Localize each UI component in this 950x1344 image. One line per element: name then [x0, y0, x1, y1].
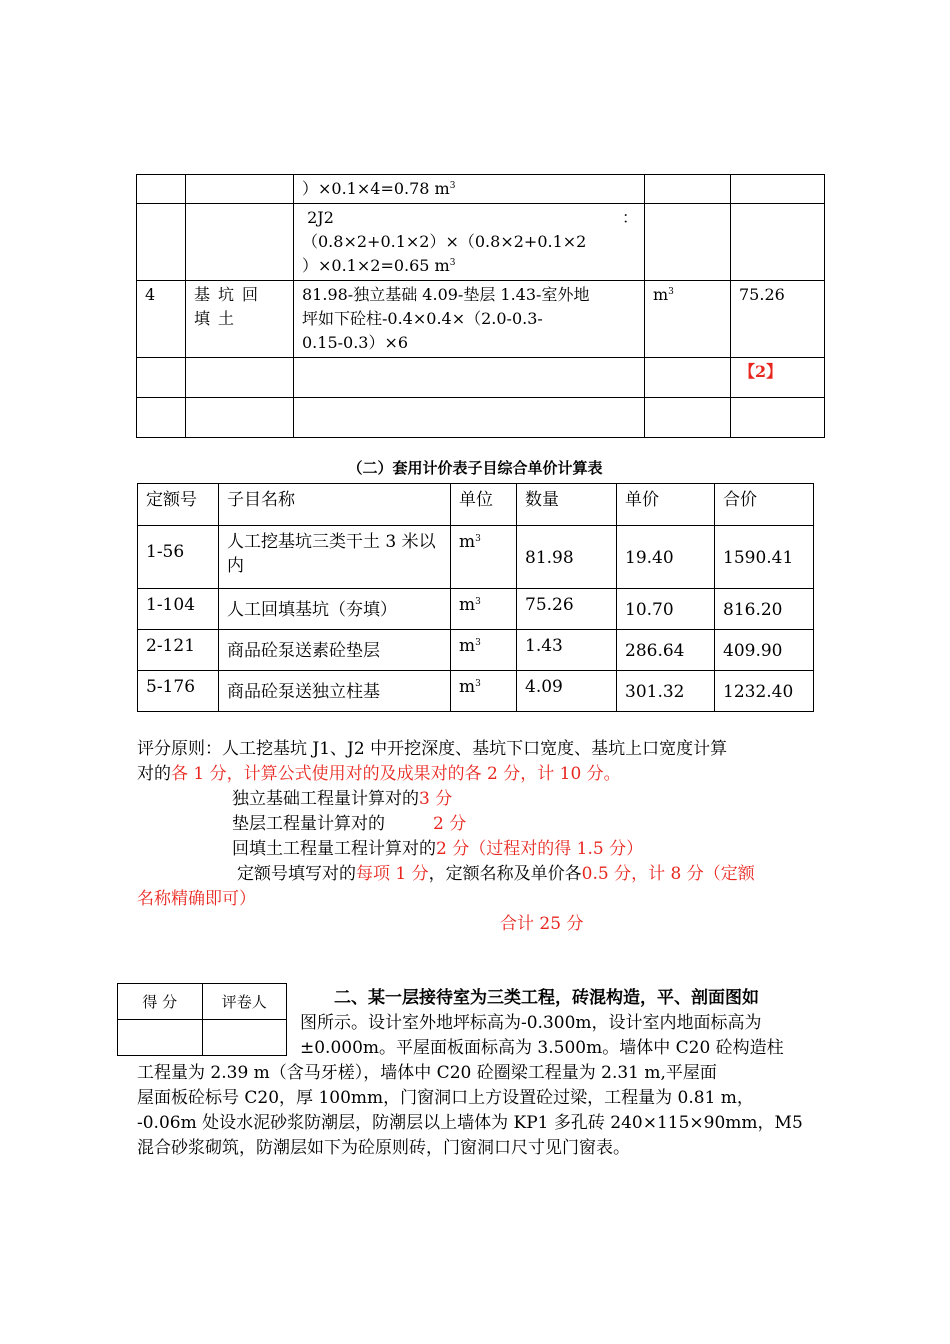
unit-cell [451, 671, 517, 712]
quantity-cell: 4.09 [517, 671, 617, 712]
score-input-cell[interactable] [118, 1020, 203, 1056]
total-cell: 409.90 [715, 630, 814, 671]
red-text: 每项 1 分 [356, 864, 429, 884]
formula-text: ： [621, 208, 638, 227]
cell [645, 358, 731, 398]
price-cell: 19.40 [617, 526, 715, 589]
formula-text: 81.98-独立基础 4.09-垫层 1.43-室外地 [302, 285, 590, 304]
quantity-cell: 1.43 [517, 630, 617, 671]
formula-line [302, 206, 638, 230]
superscript: 3 [475, 534, 481, 544]
text-span: 工程量为 2.39 m（含马牙槎），墙体中 C20 砼圈梁工程量为 2.31 m,平屋面 [137, 1063, 717, 1083]
cell [186, 398, 294, 438]
cell [294, 358, 645, 398]
formula-cell [294, 175, 645, 204]
unit-text: m [459, 636, 476, 656]
cell [731, 175, 825, 204]
scoring-text [232, 787, 452, 812]
unit-cell [451, 630, 517, 671]
item-name: 商品砼泵送素砼垫层 [219, 630, 451, 671]
formula-text: 0.15-0.3）×6 [302, 333, 409, 352]
table-row [137, 175, 825, 204]
table-row [137, 204, 825, 281]
item-number: 4 [137, 281, 186, 358]
question-text: 二、某一层接待室为三类工程，砖混构造，平、剖面图如 [334, 988, 759, 1008]
total-cell: 1232.40 [715, 671, 814, 712]
price-cell: 301.32 [617, 671, 715, 712]
table-title: （二）套用计价表子目综合单价计算表 [347, 459, 603, 477]
question-text [137, 1086, 754, 1111]
quantity-table [136, 174, 825, 438]
text-span: 对的 [137, 764, 171, 784]
quota-code: 5-176 [138, 671, 219, 712]
text-span: ，定额名称及单价各 [428, 864, 582, 884]
column-header: 子目名称 [219, 484, 451, 526]
unit-cell [645, 281, 731, 358]
unit-text: m [459, 677, 476, 697]
reviewer-label: 评卷人 [202, 984, 287, 1020]
table-row [137, 398, 825, 438]
text-span: 回填土工程量工程计算对的 [232, 839, 436, 859]
formula-text: ）×0.1×4=0.78 m [302, 179, 450, 198]
table-row [137, 281, 825, 358]
price-cell: 10.70 [617, 589, 715, 630]
question-text: ±0.000m。平屋面板面标高为 3.500m。墙体中 C20 砼构造柱 [300, 1038, 784, 1058]
cell [186, 358, 294, 398]
quantity-cell: 75.26 [731, 281, 825, 358]
text-span: 垫层工程量计算对的 [232, 814, 385, 834]
quota-code: 1-104 [138, 589, 219, 630]
cell [137, 358, 186, 398]
cell [645, 204, 731, 281]
table-row [138, 630, 814, 671]
scoring-text: 名称精确即可） [137, 889, 256, 909]
item-name: 商品砼泵送独立柱基 [219, 671, 451, 712]
score-label: 得 分 [118, 984, 203, 1020]
unit-cell [451, 526, 517, 589]
cell [731, 204, 825, 281]
unit-text: m [459, 532, 476, 552]
total-score: 合计 25 分 [500, 914, 584, 934]
scoring-text [232, 812, 466, 837]
text-span: 屋面板砼标号 C20，厚 100mm，门窗洞口上方设置砼过梁，工程量为 0.81 m， [137, 1088, 754, 1108]
reviewer-input-cell[interactable] [202, 1020, 287, 1056]
total-cell: 816.20 [715, 589, 814, 630]
scoring-text [237, 862, 755, 887]
red-text: 2 分（过程对的得 1.5 分） [436, 839, 644, 859]
text-span: 定额号填写对的 [237, 864, 356, 884]
column-header: 单价 [617, 484, 715, 526]
text-span: 独立基础工程量计算对的 [232, 789, 419, 809]
unit-text: m [459, 595, 476, 615]
cell [645, 398, 731, 438]
table-row [138, 589, 814, 630]
column-header: 数量 [517, 484, 617, 526]
column-header: 单位 [451, 484, 517, 526]
superscript: 3 [475, 638, 481, 648]
score-mark: 【2】 [731, 358, 825, 398]
cell [731, 398, 825, 438]
quota-code: 2-121 [138, 630, 219, 671]
column-header: 定额号 [138, 484, 219, 526]
unit-text: m [653, 285, 669, 304]
formula-cell [294, 204, 645, 281]
superscript: 3 [475, 597, 481, 607]
table-row [137, 358, 825, 398]
table-header-row [138, 484, 814, 526]
total-cell: 1590.41 [715, 526, 814, 589]
quota-code: 1-56 [138, 526, 219, 589]
cell [645, 175, 731, 204]
red-text: 0.5 分，计 8 分（定额 [581, 864, 755, 884]
scoring-text [137, 762, 621, 787]
formula-text: （0.8×2+0.1×2）×（0.8×2+0.1×2 [302, 232, 587, 251]
item-name: 人工挖基坑三类干土 3 米以内 [219, 526, 451, 589]
red-text: 各 1 分，计算公式使用对的及成果对的各 2 分，计 10 分。 [171, 764, 621, 784]
unit-cell [451, 589, 517, 630]
table-row [138, 671, 814, 712]
cell [294, 398, 645, 438]
formula-text: 2J2 [307, 208, 334, 227]
cell [186, 175, 294, 204]
score-box [117, 983, 287, 1056]
cell [137, 398, 186, 438]
question-text: -0.06m 处设水泥砂浆防潮层，防潮层以上墙体为 KP1 多孔砖 240×115×90mm，M5 [137, 1113, 803, 1133]
superscript: 3 [449, 181, 456, 191]
red-text: 2 分 [433, 814, 467, 834]
formula-text: ）×0.1×2=0.65 m [302, 256, 450, 275]
item-name: 人工回填基坑（夯填） [219, 589, 451, 630]
item-name: 基坑回填土 [186, 281, 294, 358]
red-text: 3 分 [419, 789, 453, 809]
quantity-cell: 81.98 [517, 526, 617, 589]
question-text: 图所示。设计室外地坪标高为-0.300m，设计室内地面标高为 [300, 1013, 762, 1033]
question-text [137, 1061, 717, 1086]
cell [137, 175, 186, 204]
question-text: 混合砂浆砌筑，防潮层如下为砼原则砖，门窗洞口尺寸见门窗表。 [137, 1138, 630, 1158]
unit-price-table [137, 483, 814, 712]
cell [186, 204, 294, 281]
quantity-cell: 75.26 [517, 589, 617, 630]
cell [137, 204, 186, 281]
formula-text: 坪如下砼柱-0.4×0.4×（2.0-0.3- [302, 309, 543, 328]
superscript: 3 [449, 258, 456, 268]
formula-cell [294, 281, 645, 358]
column-header: 合价 [715, 484, 814, 526]
superscript: 3 [668, 287, 674, 297]
scoring-text [232, 837, 643, 862]
scoring-text: 评分原则：人工挖基坑 J1、J2 中开挖深度、基坑下口宽度、基坑上口宽度计算 [137, 739, 728, 759]
table-row [138, 526, 814, 589]
price-cell: 286.64 [617, 630, 715, 671]
superscript: 3 [475, 679, 481, 689]
